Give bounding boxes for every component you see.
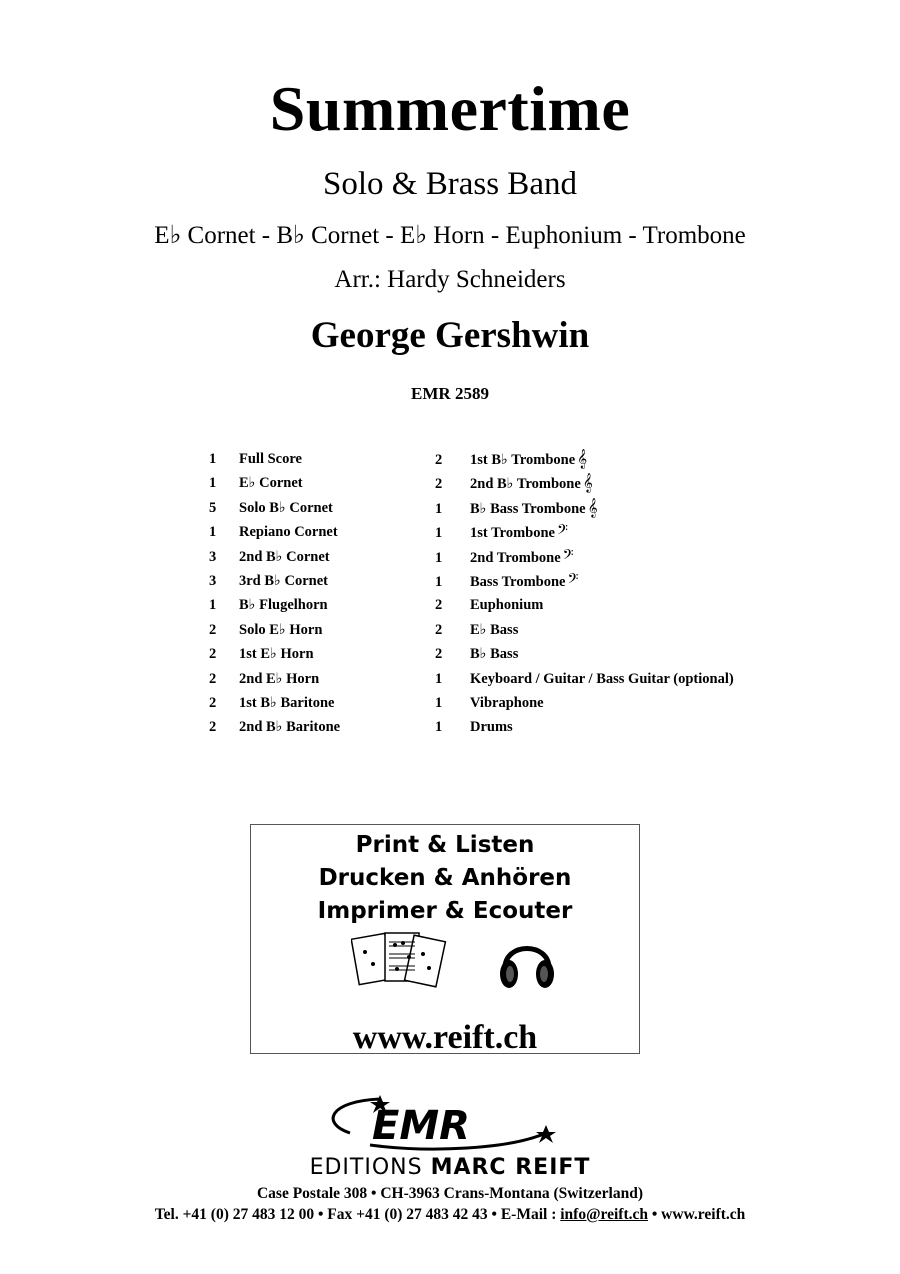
solo-instruments: E♭ Cornet - B♭ Cornet - E♭ Horn - Euphonium - Trombone [154,222,746,249]
part-name: 2nd B♭ Trombone [470,476,581,493]
part-quantity: 2 [209,621,217,638]
part-name: 1st B♭ Baritone [239,694,335,711]
part-quantity: 2 [209,646,217,663]
promo-line-french: Imprimer & Ecouter [317,898,573,924]
emr-logo-text: EMR [372,1103,470,1149]
part-row [435,571,734,595]
sheet-music-icon [351,930,447,992]
title: Summertime [269,73,631,144]
part-name: 1st E♭ Horn [239,646,314,663]
part-quantity: 2 [209,694,217,711]
part-name: 2nd Trombone [470,549,561,566]
part-quantity: 1 [209,451,217,467]
part-quantity: 1 [435,670,443,687]
part-name: Euphonium [470,597,544,614]
part-row [209,498,340,522]
part-row [209,644,340,668]
part-row [209,693,340,717]
publisher-address: Case Postale 308 • CH-3963 Crans-Montana (Switzerland) [256,1185,643,1202]
part-quantity: 3 [209,548,217,565]
part-quantity: 2 [435,452,443,468]
part-row [209,449,340,473]
part-name: Full Score [239,451,302,467]
part-row [435,620,734,644]
treble-clef-icon: 𝄞 [587,497,598,518]
print-listen-box [250,824,640,1054]
promo-url[interactable]: www.reift.ch [352,1019,538,1056]
part-quantity: 2 [435,597,443,614]
treble-clef-icon: 𝄞 [577,449,588,469]
part-quantity: 1 [209,524,217,541]
part-quantity: 2 [209,670,217,687]
bass-clef-icon: 𝄢 [567,570,579,591]
part-row [435,693,734,717]
part-name: Solo E♭ Horn [239,621,323,638]
part-row [209,717,340,741]
part-row [435,473,734,497]
part-quantity: 1 [435,573,443,590]
publisher-contact: Tel. +41 (0) 27 483 12 00 • Fax +41 (0) 27 483 42 43 • E-Mail : info@reift.ch • www.reift.ch [154,1206,746,1223]
part-quantity: 1 [209,475,217,492]
part-name: B♭ Bass Trombone [470,500,586,517]
part-row [435,522,734,546]
part-row [209,595,340,619]
part-row [435,595,734,619]
part-row [435,498,734,522]
part-row [209,547,340,571]
part-row [209,571,340,595]
part-name: 2nd E♭ Horn [239,670,320,687]
promo-line-german: Drucken & Anhören [318,865,572,891]
part-quantity: 2 [209,719,217,736]
email-link[interactable]: info@reift.ch [560,1206,648,1223]
part-row [435,547,734,571]
part-row [435,644,734,668]
part-row [435,669,734,693]
part-name: Keyboard / Guitar / Bass Guitar (optional) [470,670,734,687]
part-quantity: 1 [435,694,443,711]
treble-clef-icon: 𝄞 [582,473,593,494]
part-quantity: 5 [209,499,217,516]
part-name: B♭ Bass [470,646,519,663]
part-name: E♭ Cornet [239,475,303,492]
part-quantity: 1 [435,549,443,566]
parts-list-left [209,449,340,742]
part-name: B♭ Flugelhorn [239,597,328,614]
part-name: 2nd B♭ Baritone [239,719,341,736]
subtitle: Solo & Brass Band [323,166,577,202]
part-row [209,473,340,497]
arranger: Arr.: Hardy Schneiders [334,266,566,293]
part-row [209,620,340,644]
part-name: E♭ Bass [470,621,519,638]
part-quantity: 2 [435,621,443,638]
part-name: 3rd B♭ Cornet [239,572,328,589]
part-quantity: 1 [435,719,443,736]
part-quantity: 1 [209,597,217,614]
part-quantity: 2 [435,646,443,663]
part-name: Drums [470,719,513,736]
parts-list-right [435,449,734,742]
part-row [435,717,734,741]
headphones-icon [495,930,559,992]
part-row [209,522,340,546]
part-quantity: 1 [435,525,443,542]
bass-clef-icon: 𝄢 [562,546,574,567]
part-name: Vibraphone [470,694,544,711]
part-name: Bass Trombone [470,573,566,590]
promo-icons [251,928,639,1018]
bass-clef-icon: 𝄢 [557,522,568,543]
part-quantity: 2 [435,476,443,493]
part-quantity: 3 [209,572,217,589]
part-name: Repiano Cornet [239,524,338,541]
part-quantity: 1 [435,500,443,517]
catalog-number: EMR 2589 [411,384,489,403]
promo-line-english: Print & Listen [355,832,535,858]
emr-logo [310,1093,560,1153]
publisher-name: EDITIONS MARC REIFT [309,1155,591,1180]
part-name: 1st Trombone [470,525,555,542]
part-row [435,449,734,473]
part-name: Solo B♭ Cornet [239,499,333,516]
part-row [209,669,340,693]
part-name: 1st B♭ Trombone [470,452,576,468]
composer: George Gershwin [310,315,590,356]
part-name: 2nd B♭ Cornet [239,548,330,565]
